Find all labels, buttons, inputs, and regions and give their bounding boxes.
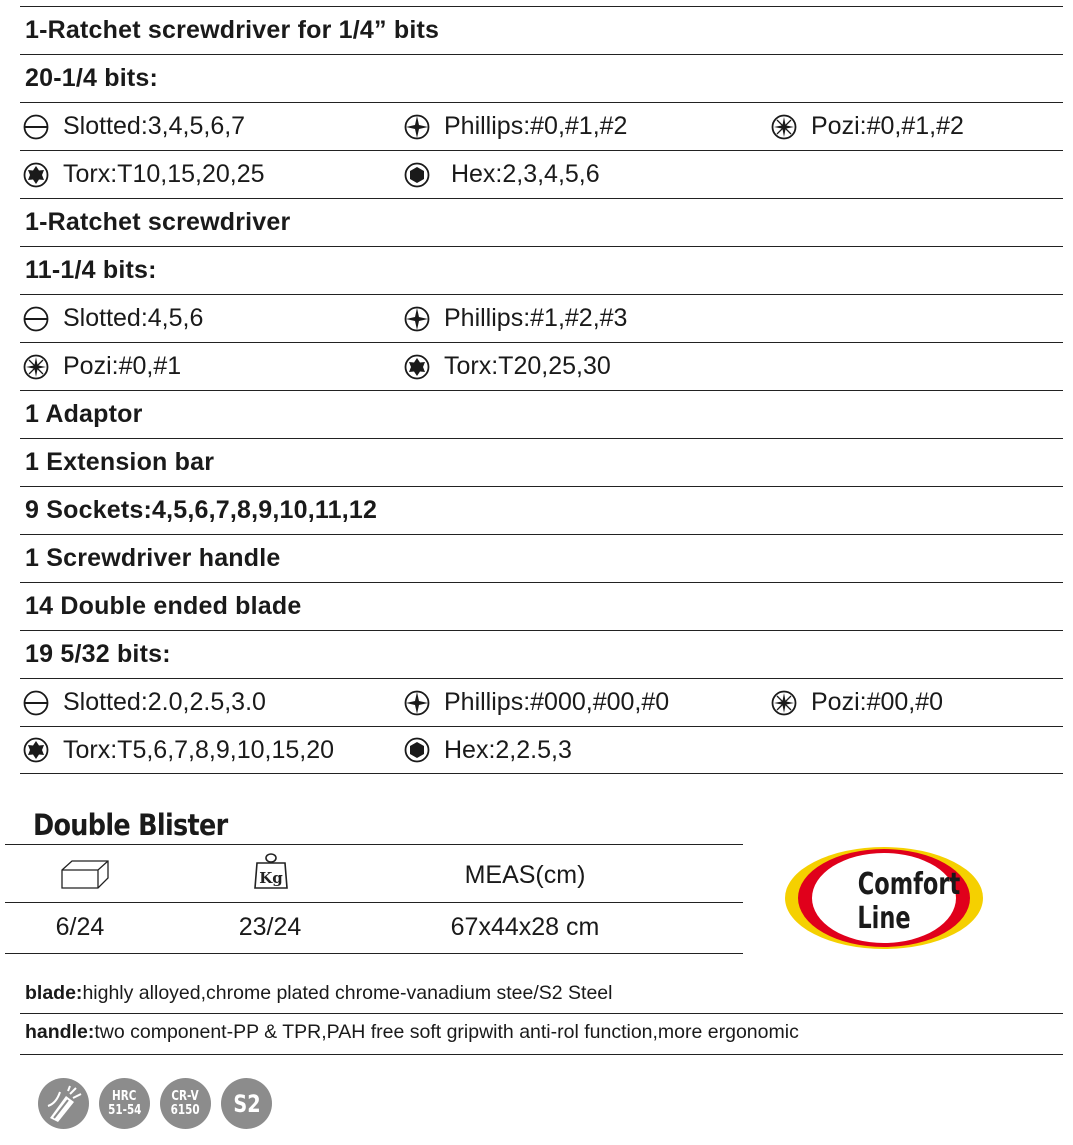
blade-label: blade: (25, 982, 83, 1004)
spec-item-text: Phillips:#1,#2,#3 (444, 304, 628, 332)
crv-badge: CR-V 6150 (160, 1078, 211, 1129)
spec-heading-row (20, 198, 1063, 246)
spec-item (771, 112, 964, 141)
spec-item (404, 304, 627, 333)
box-icon (60, 858, 110, 895)
meas-header: MEAS(cm) (464, 861, 586, 889)
spec-item (771, 688, 943, 717)
spec-heading: 14 Double ended blade (25, 592, 302, 620)
phillips-icon (404, 690, 430, 716)
spec-item (23, 160, 265, 189)
logo-line1: Comfort (857, 866, 961, 902)
pozi-icon (771, 114, 797, 140)
spec-heading: 1 Screwdriver handle (25, 544, 281, 572)
spec-heading-row (20, 6, 1063, 54)
weight-value: 23/24 (238, 913, 302, 941)
pozi-icon (23, 354, 49, 380)
svg-text:Kg: Kg (259, 869, 283, 887)
torx-icon (404, 354, 430, 380)
spec-heading-row (20, 54, 1063, 102)
spec-items-row (20, 342, 1063, 390)
logo-line2: Line (857, 900, 911, 936)
spec-heading-row (20, 390, 1063, 438)
spec-heading: 1 Adaptor (25, 400, 143, 428)
spec-item-text: Pozi:#00,#0 (811, 688, 944, 716)
slotted-icon (23, 306, 49, 332)
spec-item (23, 352, 181, 381)
spec-item (23, 736, 334, 765)
spec-heading-row (20, 534, 1063, 582)
spec-heading-row (20, 246, 1063, 294)
s2-badge: S2 (221, 1078, 272, 1129)
spec-heading: 1-Ratchet screwdriver for 1/4” bits (25, 16, 440, 44)
spec-heading: 11-1/4 bits: (25, 256, 157, 284)
spec-heading: 9 Sockets:4,5,6,7,8,9,10,11,12 (25, 496, 378, 524)
spec-item (404, 688, 669, 717)
spec-items-row (20, 726, 1063, 774)
spec-item-text: Hex:2,3,4,5,6 (444, 160, 600, 188)
spec-item (23, 112, 245, 141)
spec-item-text: Torx:T20,25,30 (444, 352, 611, 380)
slotted-icon (23, 690, 49, 716)
handle-text: two component-PP & TPR,PAH free soft gripwith anti-rol function,more ergonomic (94, 1021, 799, 1043)
magnetic-tip-icon (38, 1078, 89, 1129)
weight-kg-icon (252, 852, 290, 895)
meas-value: 67x44x28 cm (450, 913, 600, 941)
spec-item-text: Pozi:#0,#1,#2 (811, 112, 964, 140)
spec-items-row (20, 150, 1063, 198)
hex-icon (404, 162, 430, 188)
spec-item (23, 688, 266, 717)
spec-heading: 1 Extension bar (25, 448, 215, 476)
pozi-icon (771, 690, 797, 716)
handle-label: handle: (25, 1021, 95, 1043)
spec-heading-row (20, 438, 1063, 486)
spec-item (404, 112, 627, 141)
handle-note (25, 1021, 799, 1044)
spec-item-text: Hex:2,2.5,3 (444, 735, 572, 764)
spec-item-text: Torx:T10,15,20,25 (63, 160, 265, 188)
phillips-icon (404, 114, 430, 140)
blade-text: highly alloyed,chrome plated chrome-vanadium stee/S2 Steel (82, 982, 613, 1004)
spec-item (404, 352, 611, 381)
spec-item (404, 160, 600, 189)
spec-list (20, 6, 1063, 774)
spec-items-row (20, 678, 1063, 726)
feature-badges (38, 1078, 272, 1129)
spec-items-row (20, 294, 1063, 342)
spec-heading: 20-1/4 bits: (25, 64, 159, 92)
spec-heading: 1-Ratchet screwdriver (25, 208, 291, 236)
spec-heading-row (20, 630, 1063, 678)
spec-item-text: Slotted:3,4,5,6,7 (63, 112, 246, 140)
torx-icon (23, 162, 49, 188)
hex-icon (404, 737, 430, 763)
spec-heading-row (20, 486, 1063, 534)
spec-heading-row (20, 582, 1063, 630)
hrc-badge: HRC 51-54 (99, 1078, 150, 1129)
spec-item-text: Pozi:#0,#1 (63, 352, 182, 380)
spec-item-text: Phillips:#000,#00,#0 (444, 688, 670, 716)
phillips-icon (404, 306, 430, 332)
spec-item-text: Phillips:#0,#1,#2 (444, 112, 628, 140)
packaging-title: Double Blister (33, 808, 228, 842)
spec-items-row (20, 102, 1063, 150)
spec-item-text: Slotted:4,5,6 (63, 304, 204, 332)
torx-icon (23, 737, 49, 763)
spec-item (23, 304, 203, 333)
spec-item-text: Slotted:2.0,2.5,3.0 (63, 688, 266, 716)
quantity-value: 6/24 (55, 913, 105, 941)
slotted-icon (23, 114, 49, 140)
spec-heading: 19 5/32 bits: (25, 640, 171, 668)
spec-item (404, 736, 572, 765)
blade-note (25, 982, 612, 1005)
comfort-line-logo (784, 846, 984, 950)
spec-item-text: Torx:T5,6,7,8,9,10,15,20 (63, 735, 335, 764)
